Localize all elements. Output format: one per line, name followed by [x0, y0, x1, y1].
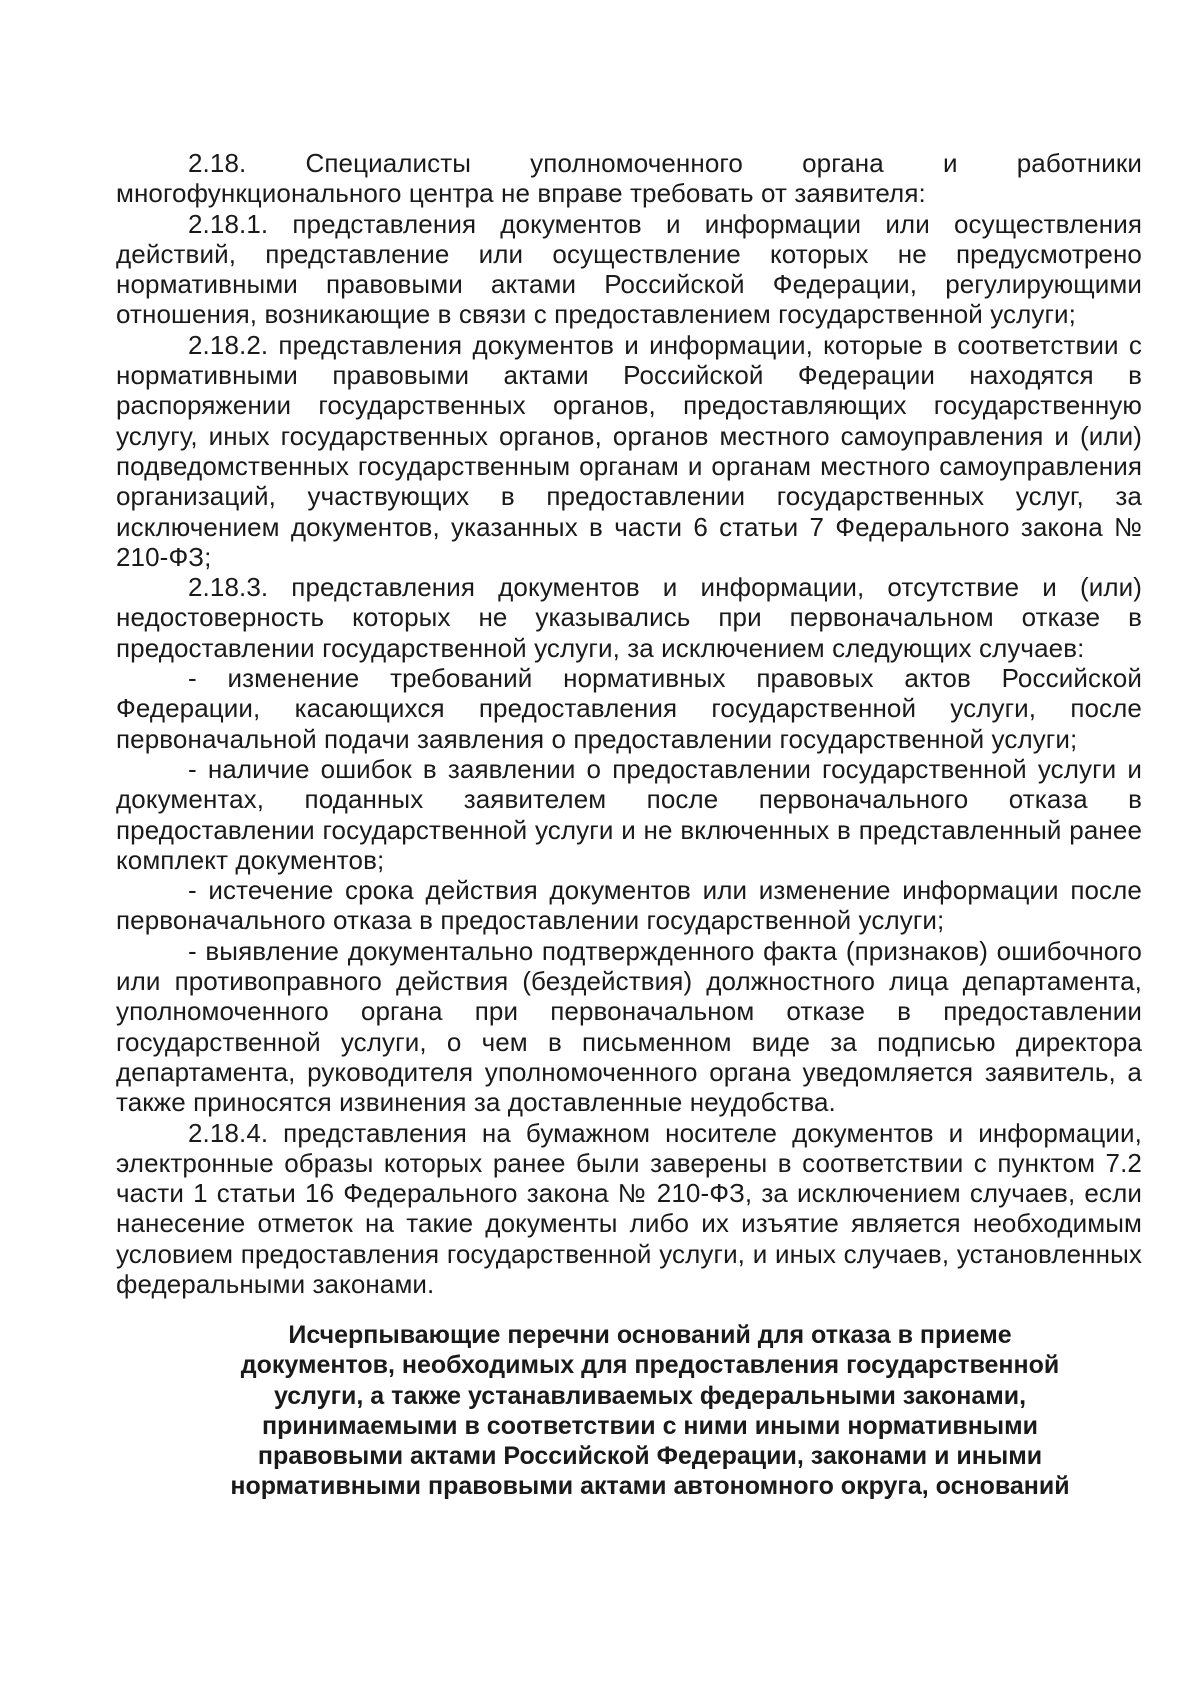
- list-item-documents-expired: - истечение срока действия документов или изменение информации после первоначального отказа в предоставлении государственной услуги;: [116, 875, 1142, 936]
- heading-line: нормативными правовыми актами автономного округа, оснований: [230, 1472, 1070, 1501]
- paragraph-2-18-2: 2.18.2. представления документов и информации, которые в соответствии с нормативными правовыми актами Российской Федерации находятся в распоряжении государственных органов, предоставляющих государственную услугу, иных государственных органов, органов местного самоуправления и (или) подведомственных государственным органам и органам местного самоуправления организаций, участвующих в предоставлении государственных услуг, за исключением документов, указанных в части 6 статьи 7 Федерального закона № 210-ФЗ;: [116, 329, 1142, 572]
- paragraph-2-18-1: 2.18.1. представления документов и информации или осуществления действий, представление или осуществление которых не предусмотрено нормативными правовыми актами Российской Федерации, регулирующими отношения, возникающие в связи с предоставлением государственной услуги;: [116, 208, 1142, 330]
- list-item-requirements-change: - изменение требований нормативных правовых актов Российской Федерации, касающихся предоставления государственной услуги, после первоначальной подачи заявления о предоставлении государственной услуги;: [116, 663, 1142, 754]
- list-item-unlawful-action: - выявление документально подтвержденного факта (признаков) ошибочного или противоправного действия (бездействия) должностного лица департамента, уполномоченного органа при первоначальном отказе в предоставлении государственной услуги, о чем в письменном виде за подписью директора департамента, руководителя уполномоченного органа уведомляется заявитель, а также приносятся извинения за доставленные неудобства.: [116, 935, 1142, 1118]
- paragraph-2-18: 2.18. Специалисты уполномоченного органа и работники многофункционального центра не вправе требовать от заявителя:: [116, 148, 1142, 209]
- heading-line: правовыми актами Российской Федерации, законами и иными: [257, 1442, 1043, 1471]
- heading-line: Исчерпывающие перечни оснований для отказа в приеме: [288, 1321, 1012, 1349]
- list-item-errors-in-application: - наличие ошибок в заявлении о предоставлении государственной услуги и документах, поданных заявителем после первоначального отказа в предоставлении государственной услуги и не включенных в представленный ранее комплект документов;: [116, 753, 1142, 875]
- document-body: [116, 148, 1142, 1299]
- heading-line: принимаемыми в соответствии с ними иными нормативными: [261, 1411, 1039, 1440]
- section-heading: [200, 1320, 1100, 1502]
- paragraph-2-18-4: 2.18.4. представления на бумажном носителе документов и информации, электронные образы которых ранее были заверены в соответствии с пунктом 7.2 части 1 статьи 16 Федерального закона № 210-ФЗ, за исключением случаев, если нанесение отметок на такие документы либо их изъятие является необходимым условием предоставления государственной услуги, и иных случаев, установленных федеральными законами.: [116, 1117, 1142, 1299]
- paragraph-2-18-3: 2.18.3. представления документов и информации, отсутствие и (или) недостоверность которых не указывались при первоначальном отказе в предоставлении государственной услуги, за исключением следующих случаев:: [116, 572, 1142, 663]
- heading-line: услуги, а также устанавливаемых федеральными законами,: [273, 1381, 1027, 1410]
- heading-line: документов, необходимых для предоставления государственной: [240, 1351, 1060, 1380]
